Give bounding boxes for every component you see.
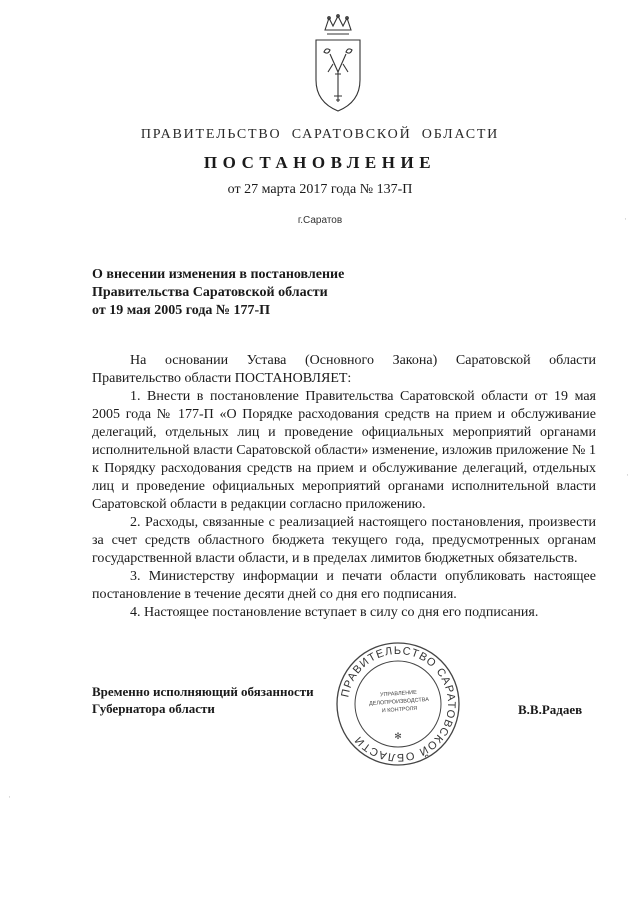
scan-mark: ·	[626, 470, 629, 480]
subject-line: от 19 мая 2005 года № 177-П	[92, 303, 271, 318]
document-city: г.Саратов	[297, 215, 343, 226]
document-type-title: ПОСТАНОВЛЕНИЕ	[203, 153, 437, 172]
body-paragraph: 3. Министерству информации и печати области опубликовать настоящее постановление в течение десяти дней со дня его подписания.	[92, 569, 596, 602]
scan-mark: ·	[624, 214, 627, 224]
seal-inner-line: И КОНТРОЛЯ	[381, 705, 418, 715]
body-paragraph: 2. Расходы, связанные с реализацией настоящего постановления, произвести за счет средств областного бюджета текущего года, предусмотренных органам государственной власти области, и в пределах лимитов бюджетных обязательств.	[92, 515, 596, 566]
government-name: ПРАВИТЕЛЬСТВО САРАТОВСКОЙ ОБЛАСТИ	[140, 127, 500, 142]
seal-ring-text: ПРАВИТЕЛЬСТВО САРАТОВСКОЙ ОБЛАСТИ	[339, 644, 458, 764]
seal-inner-line: УПРАВЛЕНИЕ	[379, 689, 418, 699]
subject-line: О внесении изменения в постановление	[92, 267, 345, 282]
body-paragraph: 1. Внести в постановление Правительства Саратовской области от 19 мая 2005 года № 177-П «О Порядке расходования средств на прием и обслуживание делегаций, отдельных лиц и проведение официальных мероприятий органами исполнительной власти Саратовской области» изменение, изложив приложение № 1 к Порядку расходования средств на прием и обслуживание делегаций, отдельных лиц и проведение официальных мероприятий органами исполнительной власти Саратовской области в редакции согласно приложению.	[92, 389, 596, 512]
seal-inner-line: ДЕЛОПРОИЗВОДСТВА	[368, 696, 430, 708]
coat-of-arms-icon	[311, 14, 365, 114]
svg-text:✻: ✻	[394, 731, 402, 741]
body-paragraph: 4. Настоящее постановление вступает в силу со дня его подписания.	[130, 605, 539, 620]
preamble-paragraph: Правительство области ПОСТАНОВЛЯЕТ:	[92, 371, 352, 386]
signatory-name: В.В.Радаев	[518, 702, 583, 717]
preamble-paragraph: На основании Устава (Основного Закона) Саратовской области	[130, 353, 596, 368]
scan-mark: ·	[8, 792, 11, 802]
signatory-title-line: Губернатора области	[92, 701, 215, 716]
document-subject	[92, 266, 344, 320]
document-date-number: от 27 марта 2017 года № 137-П	[227, 182, 413, 197]
seal-inner-text	[363, 688, 435, 717]
document-body	[92, 352, 596, 622]
subject-line: Правительства Саратовской области	[92, 285, 328, 300]
signatory-title-line: Временно исполняющий обязанности	[92, 684, 314, 699]
signatory-title	[92, 683, 314, 717]
